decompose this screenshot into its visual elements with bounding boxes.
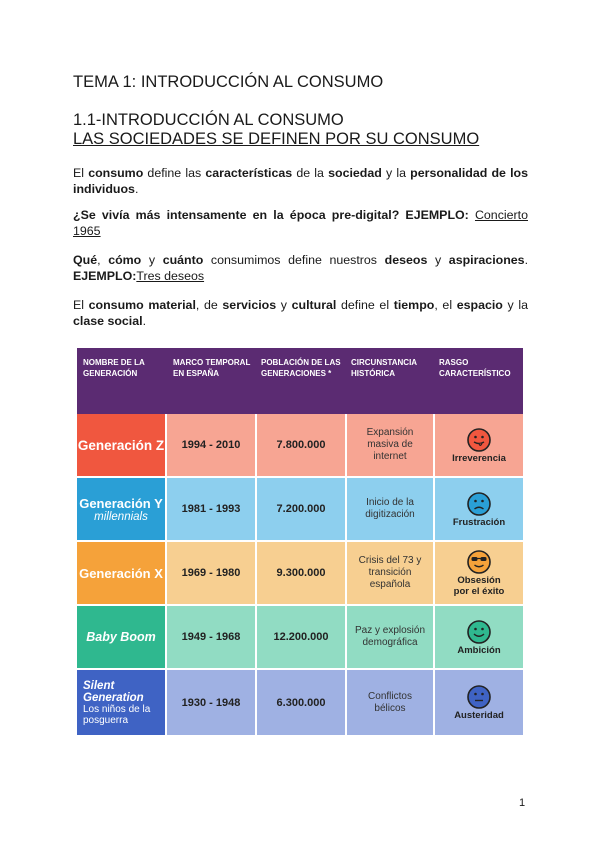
population-cell: 6.300.000 (257, 670, 345, 735)
population-cell: 12.200.000 (257, 606, 345, 668)
population-cell: 9.300.000 (257, 542, 345, 604)
section-heading-line2: LAS SOCIEDADES SE DEFINEN POR SU CONSUMO (73, 130, 480, 148)
section-heading (73, 111, 479, 149)
trait-cell: Ambición (435, 606, 523, 668)
header-marco: MARCO TEMPORAL EN ESPAÑA (173, 358, 251, 378)
period-cell: 1969 - 1980 (167, 542, 255, 604)
generation-name: Generación X (77, 542, 165, 604)
page-title: TEMA 1: INTRODUCCIÓN AL CONSUMO (73, 73, 384, 91)
paragraph-question: ¿Se vivía más intensamente en la época pre-digital? EJEMPLO: Concierto 1965 (73, 208, 528, 238)
header-circunstancia: CIRCUNSTANCIA HISTÓRICA (351, 358, 417, 378)
link-concierto-1965[interactable]: Concierto 1965 (73, 208, 528, 238)
table-row (77, 542, 523, 604)
circumstance-cell: Inicio de la digitización (347, 478, 433, 540)
period-cell: 1981 - 1993 (167, 478, 255, 540)
table-row (77, 606, 523, 668)
trait-cell: Obsesión por el éxito (435, 542, 523, 604)
header-nombre: NOMBRE DE LA GENERACIÓN (83, 358, 145, 378)
table-header (77, 348, 523, 414)
header-rasgo: RASGO CARACTERÍSTICO (439, 358, 511, 378)
frown-face-icon (466, 491, 492, 517)
section-heading-line1: 1.1-INTRODUCCIÓN AL CONSUMO (73, 111, 344, 129)
trait-cell: Irreverencia (435, 414, 523, 476)
table-row (77, 414, 523, 476)
generation-name: Generación Y millennials (77, 478, 165, 540)
paragraph-deseos: Qué, cómo y cuánto consumimos define nuestros deseos y aspiraciones. EJEMPLO:Tres deseos (73, 253, 529, 283)
paragraph-material: El consumo material, de servicios y cultural define el tiempo, el espacio y la clase social. (73, 298, 528, 328)
circumstance-cell: Conflictos bélicos (347, 670, 433, 735)
generation-name: Baby Boom (77, 606, 165, 668)
period-cell: 1949 - 1968 (167, 606, 255, 668)
population-cell: 7.200.000 (257, 478, 345, 540)
paragraph-consumo: El consumo define las características de la sociedad y la personalidad de los individuos. (73, 166, 528, 196)
generations-table (77, 348, 523, 735)
population-cell: 7.800.000 (257, 414, 345, 476)
generation-name: Generación Z (77, 414, 165, 476)
link-tres-deseos[interactable]: Tres deseos (136, 269, 205, 283)
period-cell: 1994 - 2010 (167, 414, 255, 476)
smile-face-icon (466, 619, 492, 645)
period-cell: 1930 - 1948 (167, 670, 255, 735)
generation-name: Silent Generation Los niños de la posguerra (77, 670, 165, 735)
header-poblacion: POBLACIÓN DE LAS GENERACIONES * (261, 358, 341, 378)
circumstance-cell: Crisis del 73 y transición española (347, 542, 433, 604)
circumstance-cell: Expansión masiva de internet (347, 414, 433, 476)
circumstance-cell: Paz y explosión demográfica (347, 606, 433, 668)
trait-cell: Frustración (435, 478, 523, 540)
neutral-face-icon (466, 684, 492, 710)
sunglasses-face-icon (466, 549, 492, 575)
table-row (77, 478, 523, 540)
page-number: 1 (519, 797, 526, 809)
table-row (77, 670, 523, 735)
tongue-face-icon (466, 427, 492, 453)
trait-cell: Austeridad (435, 670, 523, 735)
